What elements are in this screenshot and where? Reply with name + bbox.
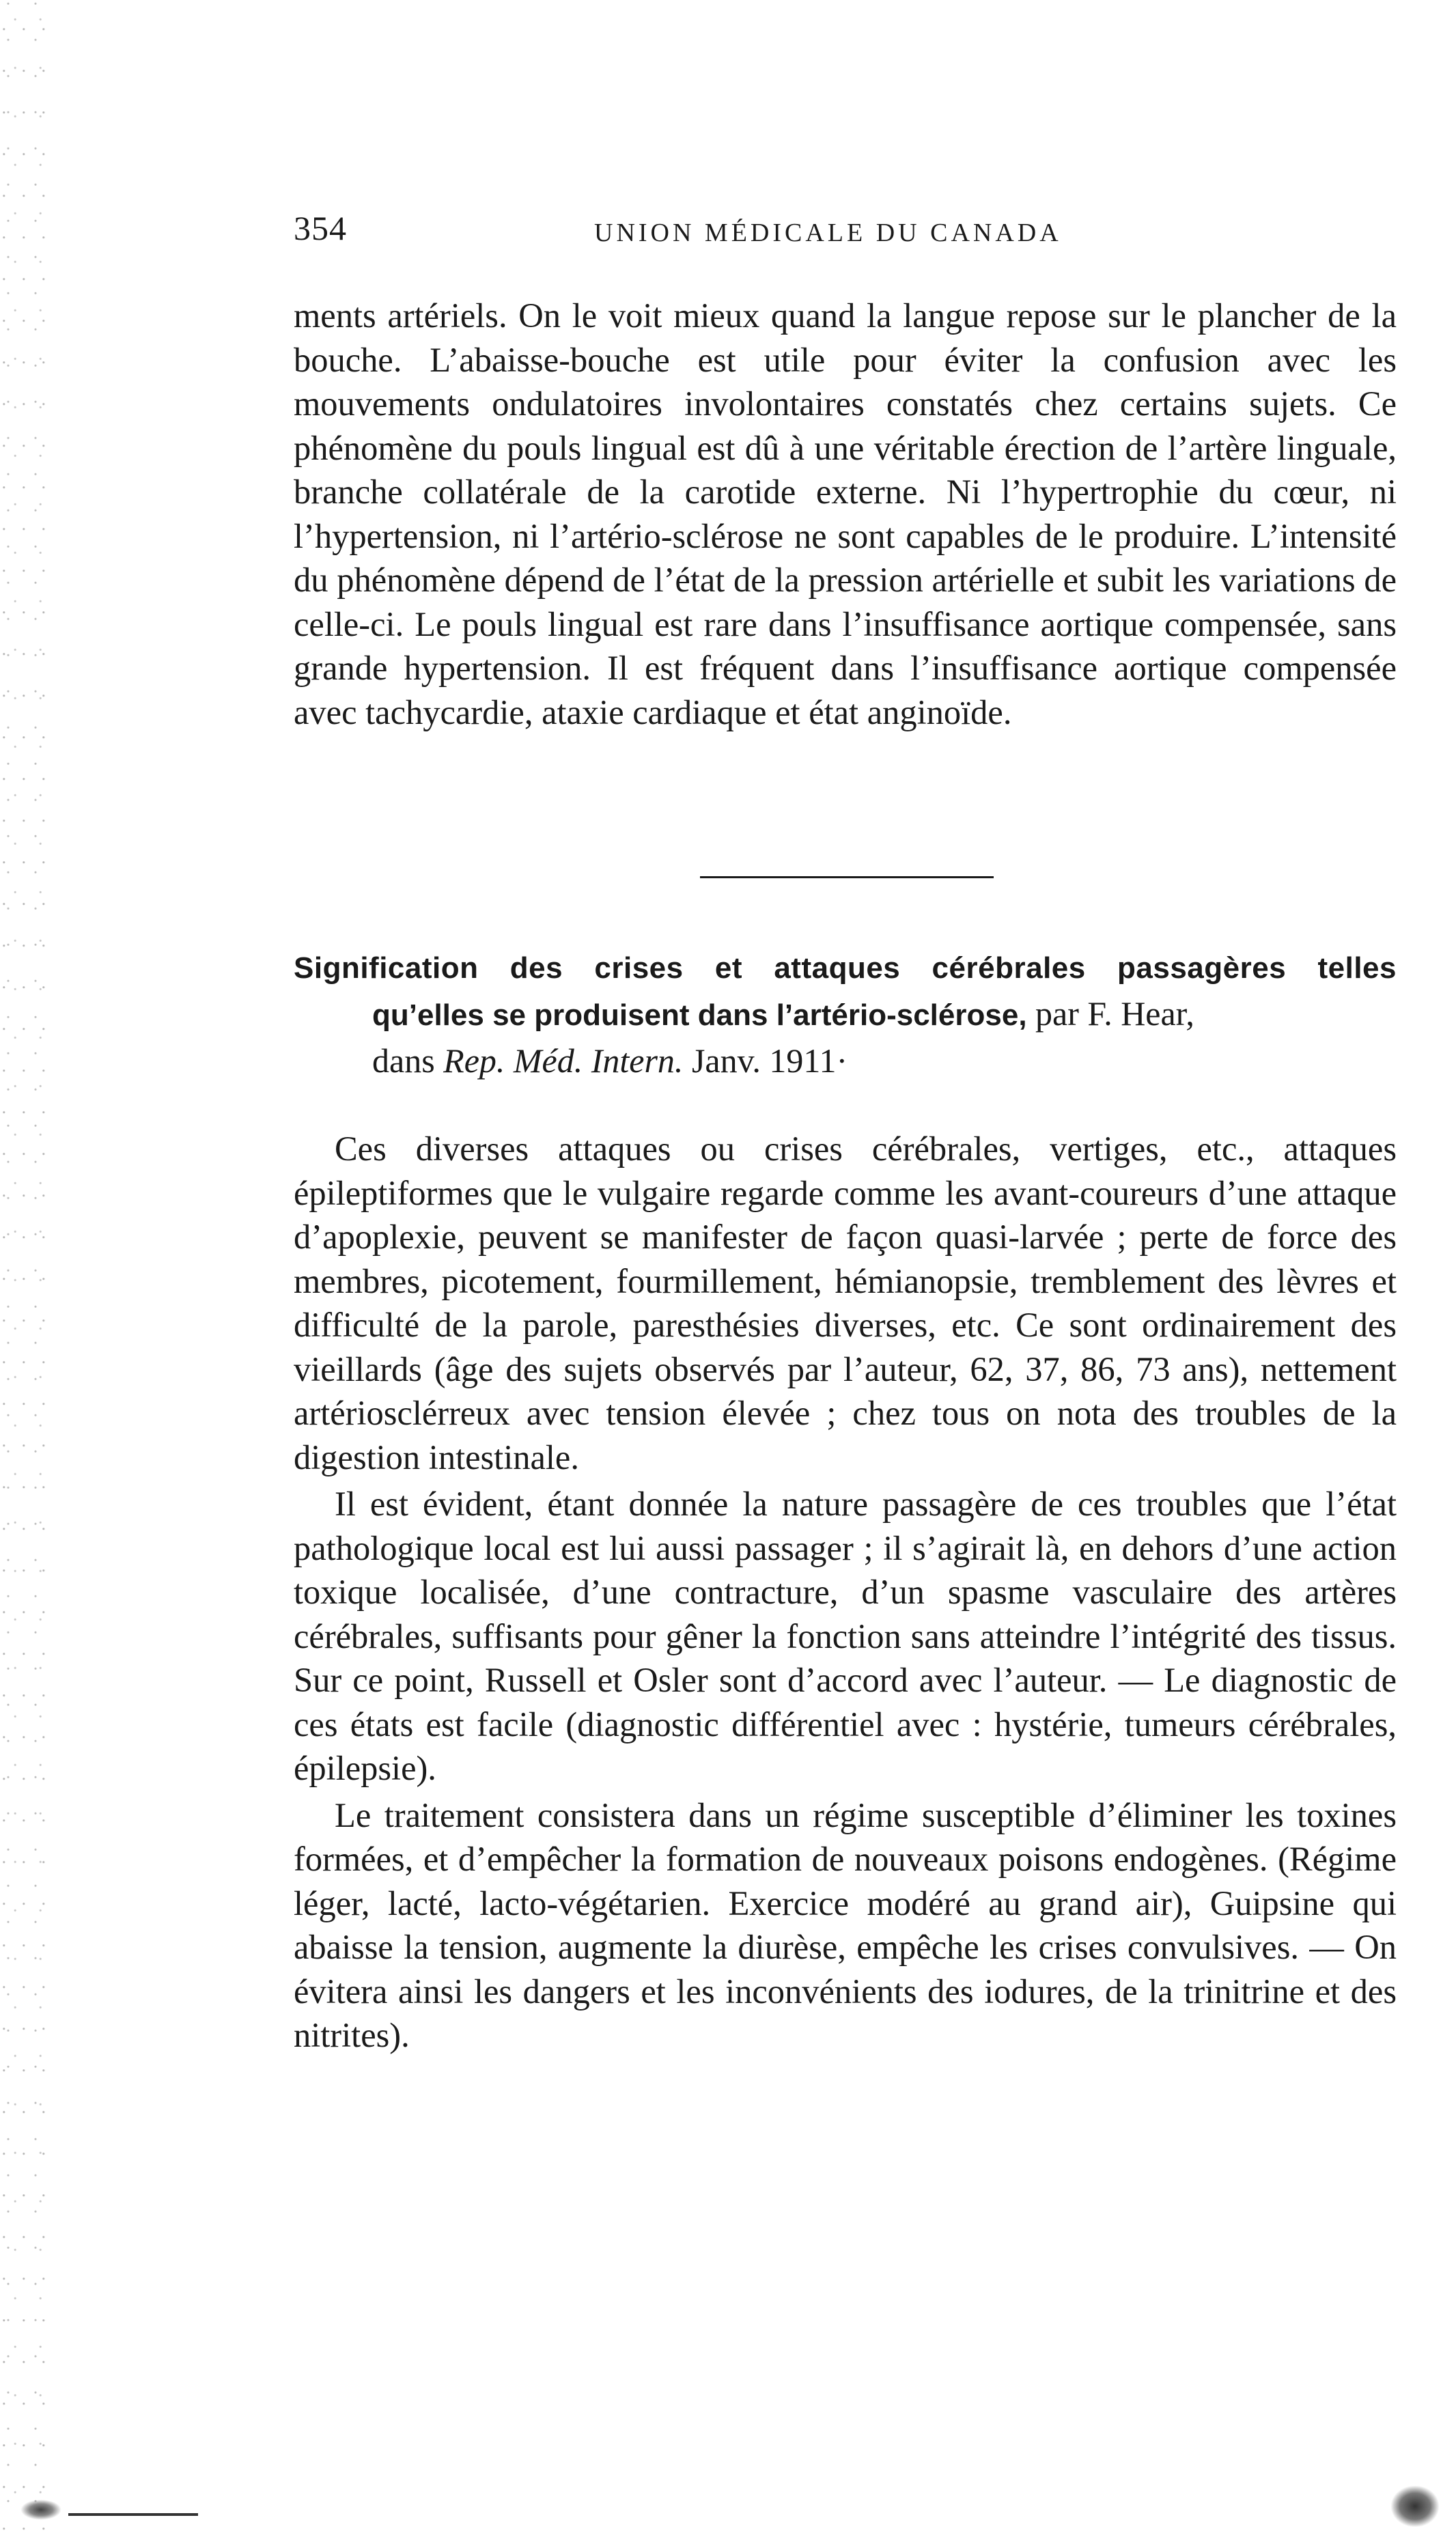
article-source bbox=[294, 1038, 1397, 1083]
page-number: 354 bbox=[294, 209, 347, 247]
article-body bbox=[294, 1127, 1397, 2058]
running-title: UNION MÉDICALE DU CANADA bbox=[594, 219, 1062, 247]
scan-edge-noise bbox=[0, 0, 61, 2535]
scan-bottom-marks bbox=[0, 2486, 1456, 2527]
article-paragraph-3: Le traitement consistera dans un régime susceptible d’éliminer les toxines formées, et d’empêcher la formation de nouveaux poisons endogènes. (Régime léger, lacté, lacto-végétarien. Exercice modéré au grand air), Guipsine qui abaisse la tension, augmente la diurèse, empêche les crises convulsives. — On évitera ainsi les dangers et les inconvénients des iodures, de la trinitrine et des nitrites). bbox=[294, 1795, 1397, 2054]
scan-line-mark bbox=[68, 2513, 198, 2516]
scan-smudge-right bbox=[1391, 2486, 1439, 2527]
paragraph-text: ments artériels. On le voit mieux quand la langue repose sur le plancher de la bouche. L’abaisse-bouche est utile pour éviter la confusion avec les mouvements ondulatoires involontaires constatés chez certains sujets. Ce phénomène du pouls lingual est dû à une véritable érection de l’artère linguale, branche collatérale de la carotide externe. Ni l’hypertrophie du cœur, ni l’hypertension, ni l’artério-sclérose ne sont capables de le produire. L’intensité du phénomène dépend de l’état de la pression artérielle et subit les variations de celle-ci. Le pouls lingual est rare dans l’insuffisance aortique compensée, sans grande hypertension. Il est fréquent dans l’insuffisance aortique compensée avec tachycardie, ataxie cardiaque et état anginoïde. bbox=[294, 296, 1397, 731]
continued-paragraph bbox=[294, 294, 1397, 734]
article-author: par F. Hear, bbox=[1026, 994, 1194, 1033]
source-prefix: dans bbox=[372, 1041, 444, 1080]
section-divider bbox=[700, 876, 994, 878]
page-header bbox=[294, 208, 1400, 256]
source-date: Janv. 1911· bbox=[683, 1041, 848, 1080]
article-heading bbox=[294, 946, 1397, 1083]
article-title-line1: Signification des crises et attaques cérébrales passagères telles bbox=[294, 951, 1397, 985]
article-title-line2 bbox=[294, 991, 1397, 1038]
article-paragraph-2: Il est évident, étant donnée la nature passagère de ces troubles que l’état pathologique local est lui aussi passager ; il s’agirait là, en dehors d’une action toxique localisée, d’une contracture, d’un spasme vasculaire des artères cérébrales, suffisants pour gêner la fonction sans atteindre l’intégrité des tissus. Sur ce point, Russell et Osler sont d’accord avec l’auteur. — Le diagnostic de ces états est facile (diagnostic différentiel avec : hystérie, tumeurs cérébrales, épilepsie). bbox=[294, 1485, 1397, 1787]
scan-smudge-left bbox=[20, 2499, 61, 2520]
article-paragraph-1: Ces diverses attaques ou crises cérébrales, vertiges, etc., attaques épileptiformes que le vulgaire regarde comme les avant-coureurs d’une attaque d’apoplexie, peuvent se manifester de façon quasi-larvée ; perte de force des membres, picotement, fourmillement, hémianopsie, tremblement des lèvres et difficulté de la parole, paresthésies diverses, etc. Ce sont ordinairement des vieillards (âge des sujets observés par l’auteur, 62, 37, 86, 73 ans), nettement artériosclérreux avec tension élevée ; chez tous on nota des troubles de la digestion intestinale. bbox=[294, 1130, 1397, 1476]
source-journal: Rep. Méd. Intern. bbox=[443, 1041, 684, 1080]
article-title-bold: qu’elles se produisent dans l’artério-sclérose, bbox=[372, 998, 1027, 1032]
